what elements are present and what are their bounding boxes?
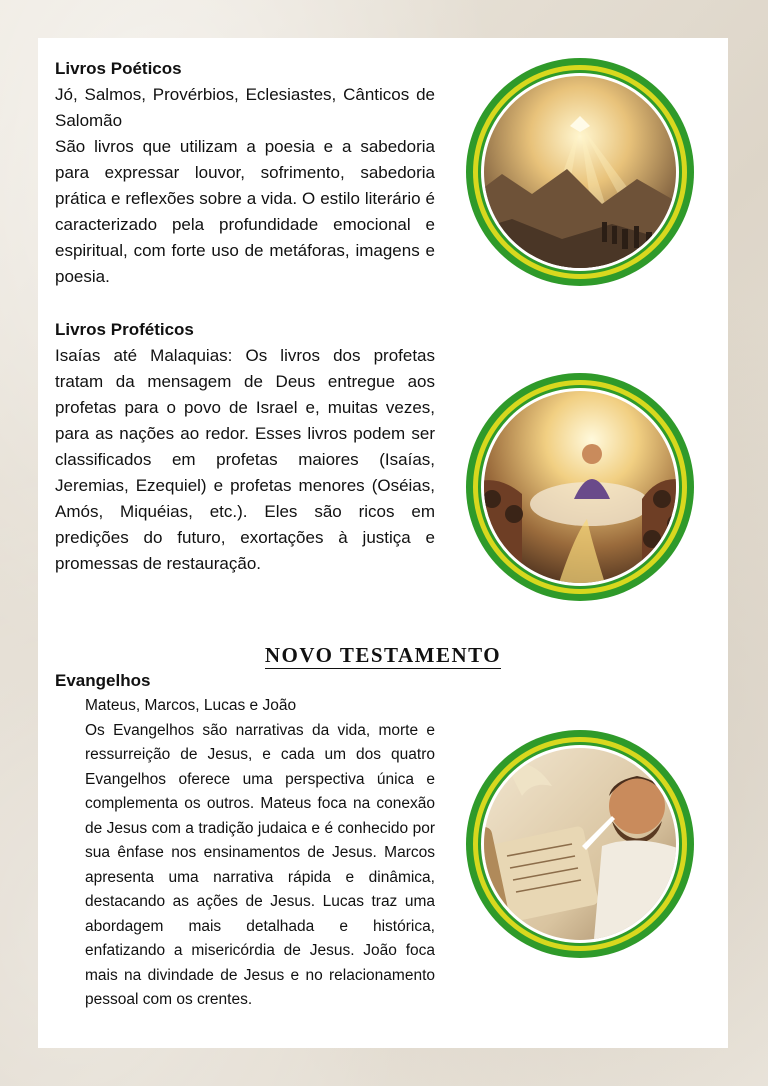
- poeticos-books: [55, 82, 435, 134]
- section-evangelhos: [55, 668, 435, 1013]
- poeticos-description: São livros que utilizam a poesia e a sabedoria para expressar louvor, sofrimento, sabedoria prática e reflexões sobre a vida. O estilo literário é caracterizado pela profundidade emocional e espiritual, com forte uso de metáforas, imagens e poesia.: [55, 137, 435, 286]
- section-title-evangelhos: Evangelhos: [55, 671, 151, 690]
- section-livros-profeticos: [55, 317, 435, 577]
- section-title-poeticos: Livros Poéticos: [55, 59, 182, 78]
- profeticos-description: Isaías até Malaquias: Os livros dos profetas tratam da mensagem de Deus entregue aos profetas para o povo de Israel e, muitas vezes, para as nações ao redor. Esses livros podem ser classificados em profetas maiores (Isaías, Jeremias, Ezequiel) e profetas menores (Oséias, Amós, Miquéias, etc.). Eles são ricos em predições do futuro, exortações à justiça e promessas de restauração.: [55, 346, 435, 573]
- illustration-gospel-writer: [462, 726, 698, 962]
- illustration-poetic-heavens: [462, 54, 698, 290]
- illustration-prophets-gathering: [462, 369, 698, 605]
- section-livros-poeticos: [55, 56, 435, 290]
- evangelhos-books: Mateus, Marcos, Lucas e João: [85, 697, 297, 714]
- poeticos-books-text: Jó, Salmos, Provérbios, Eclesiastes, Cânticos de Salomão: [55, 85, 435, 130]
- novo-testamento-title: NOVO TESTAMENTO: [264, 643, 502, 667]
- section-title-profeticos: Livros Proféticos: [55, 320, 194, 339]
- evangelhos-description: Os Evangelhos são narrativas da vida, morte e ressurreição de Jesus, e cada um dos quatro Evangelhos oferece uma perspectiva única e complementa os outros. Mateus foca na conexão de Jesus com a tradição judaica e é conhecido por sua ênfase nos ensinamentos de Jesus. Marcos apresenta uma narrativa rápida e dinâmica, destacando as ações de Jesus. Lucas traz uma abordagem mais detalhada e histórica, enfatizando a misericórdia de Jesus. João foca mais na divindade de Jesus e no relacionamento pessoal com os crentes.: [85, 721, 435, 1008]
- novo-testamento-heading: [38, 642, 728, 668]
- page-sheet: [38, 38, 728, 1048]
